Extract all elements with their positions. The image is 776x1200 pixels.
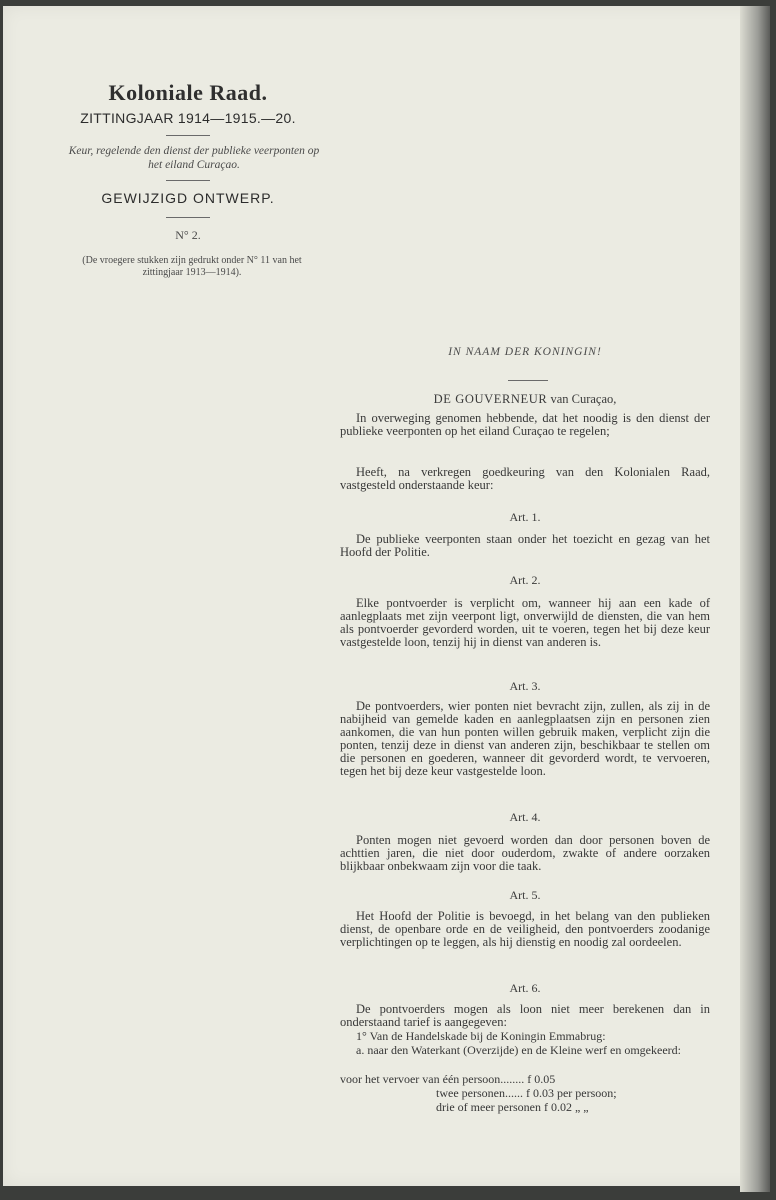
divider [508,380,548,381]
document-number: N° 2. [175,228,201,242]
article-heading: Art. 6. [509,981,541,995]
reference-note: (De vroegere stukken zijn gedrukt onder N° 11 van het zittingjaar 1913—1914). [82,255,302,278]
article-6-text: De pontvoerders mogen als loon niet meer berekenen dan in onderstaand tarief is aangegeven: [340,1002,710,1029]
divider [166,180,210,181]
divider [166,135,210,136]
divider [166,217,210,218]
governor-title: DE GOUVERNEUR [433,392,548,406]
article-heading: Art. 3. [509,679,541,693]
article-heading: Art. 2. [509,573,541,587]
tariff-label: twee personen...... [436,1086,523,1100]
article-text [340,700,710,778]
tariff-suffix: per persoon; [556,1086,617,1100]
article-heading: Art. 5. [509,888,541,902]
invocation: IN NAAM DER KONINGIN! [448,346,602,358]
article-text [340,834,710,873]
tariff-price: f 0.05 [527,1072,556,1086]
tariff-price: f 0.02 [543,1100,572,1114]
governor-place: van Curaçao, [550,392,617,406]
preamble-text: In overweging genomen hebbende, dat het noodig is den dienst der publieke veerponten op het eiland Curaçao te regelen; [340,411,710,438]
enactment-text: Heeft, na verkregen goedkeuring van den Kolonialen Raad, vastgesteld onderstaande keur: [340,465,710,492]
article-heading: Art. 1. [509,510,541,524]
tariff-row [340,1100,589,1115]
article-heading: Art. 4. [509,810,541,824]
draft-label: GEWIJZIGD ONTWERP. [101,190,275,206]
article-text [340,910,710,949]
article-1-text: De publieke veerponten staan onder het toezicht en gezag van het Hoofd der Politie. [340,532,710,559]
article-5-text: Het Hoofd der Politie is bevoegd, in het belang van den publieken dienst, de openbare orde en de veiligheid, den pontvoerders zoodanige verplichtingen op te leggen, als hij dienstig en noodig zal oordeelen. [340,909,710,949]
page-edge [740,6,770,1192]
tariff-table [340,1072,710,1120]
tariff-label: drie of meer personen [436,1100,541,1114]
tariff-price: f 0.03 [525,1086,554,1100]
article-text [340,1003,710,1029]
tariff-sub-text: a. naar den Waterkant (Overzijde) en de Kleine werf en omgekeerd: [356,1043,681,1057]
article-3-text: De pontvoerders, wier ponten niet bevracht zijn, zullen, als zij in de nabijheid van gemelde kaden en aanlegplaatsen zijn en personen zien aankomen, die van hun ponten willen gebruik maken, verplicht zijn die ponten, tenzij deze in dienst van anderen zijn, beschikbaar te stellen om die personen en goederen, wanneer dit gevorderd wordt, te vervoeren, tegen het bij deze keur vastgestelde loon. [340,699,710,778]
enactment [340,466,710,492]
governor-line [340,392,710,407]
tariff-sub [340,1044,710,1057]
tariff-row [340,1072,555,1087]
preamble [340,412,710,438]
article-text [340,597,710,649]
tariff-row [340,1086,617,1101]
tariff-label: voor het vervoer van één persoon........ [340,1072,525,1086]
tariff-route-text: 1° Van de Handelskade bij de Koningin Emmabrug: [356,1029,606,1043]
article-2-text: Elke pontvoerder is verplicht om, wanneer hij aan een kade of aanlegplaats met zijn veerpont ligt, onverwijld de diensten, die van hem als pontvoerder gevorderd worden, uit te voeren, tegen het bij deze keur vastgestelde loon, tenzij hij in dienst van anderen is. [340,596,710,649]
tariff-suffix: „ „ [574,1100,589,1114]
article-text [340,533,710,559]
document-title: Koloniale Raad. [108,80,268,105]
subject-line: Keur, regelende den dienst der publieke veerponten op het eiland Curaçao. [68,145,320,171]
session-year: ZITTINGJAAR 1914—1915.—20. [80,110,296,126]
article-4-text: Ponten mogen niet gevoerd worden dan door personen boven de achttien jaren, die niet door ouderdom, zwakte of andere oorzaken blijkbaar onbekwaam zijn voor die taak. [340,833,710,873]
tariff-route [340,1030,710,1043]
